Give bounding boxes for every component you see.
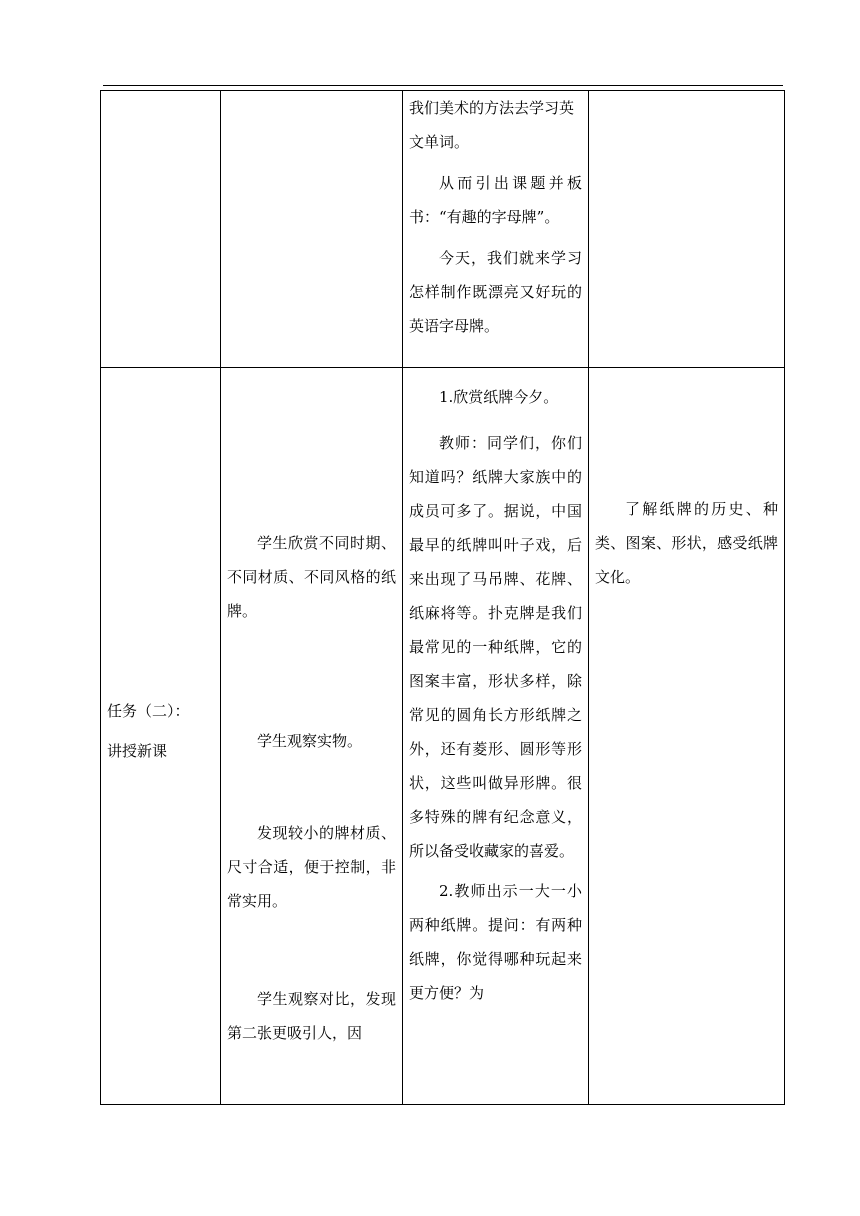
design-intent-cell	[589, 368, 785, 1105]
stage-cell	[101, 91, 221, 368]
paragraph: 学生欣赏不同时期、不同材质、不同风格的纸牌。	[227, 534, 396, 620]
paragraph: 了解纸牌的历史、种类、图案、形状，感受纸牌文化。	[595, 500, 778, 586]
paragraph: 从而引出课题并板书：“有趣的字母牌”。	[409, 174, 582, 226]
paragraph: 学生观察对比，发现第二张更吸引人，因	[227, 990, 396, 1042]
paragraph: 学生观察实物。	[257, 732, 363, 750]
student-activity-cell	[221, 91, 403, 368]
header-rule	[103, 85, 783, 86]
paragraph: 2.教师出示一大一小两种纸牌。提问：有两种纸牌，你觉得哪种玩起来更方便？为	[409, 882, 582, 1002]
student-activity-cell	[221, 368, 403, 1105]
paragraph: 我们美术的方法去学习英文单词。	[409, 99, 575, 151]
table-row	[101, 368, 785, 1105]
stage-label: 任务（二）：	[107, 702, 190, 720]
paragraph: 1.欣赏纸牌今夕。	[439, 388, 559, 406]
design-intent-cell	[589, 91, 785, 368]
stage-label: 讲授新课	[107, 742, 168, 760]
table-row	[101, 91, 785, 368]
paragraph: 教师：同学们，你们知道吗？纸牌大家族中的成员可多了。据说，中国最早的纸牌叫叶子戏，后来出现了马吊牌、花牌、纸麻将等。扑克牌是我们最常见的一种纸牌，它的图案丰富，形状多样，除常见的圆角长方形纸牌之外，还有菱形、圆形等形状，这些叫做异形牌。很多特殊的牌有纪念意义，所以备受收藏家的喜爱。	[409, 434, 582, 860]
paragraph: 今天，我们就来学习怎样制作既漂亮又好玩的英语字母牌。	[409, 249, 582, 335]
stage-cell	[101, 368, 221, 1105]
paragraph: 发现较小的牌材质、尺寸合适，便于控制，非常实用。	[227, 824, 396, 910]
lesson-plan-table	[100, 90, 785, 1105]
teacher-activity-cell	[403, 368, 589, 1105]
teacher-activity-cell	[403, 91, 589, 368]
